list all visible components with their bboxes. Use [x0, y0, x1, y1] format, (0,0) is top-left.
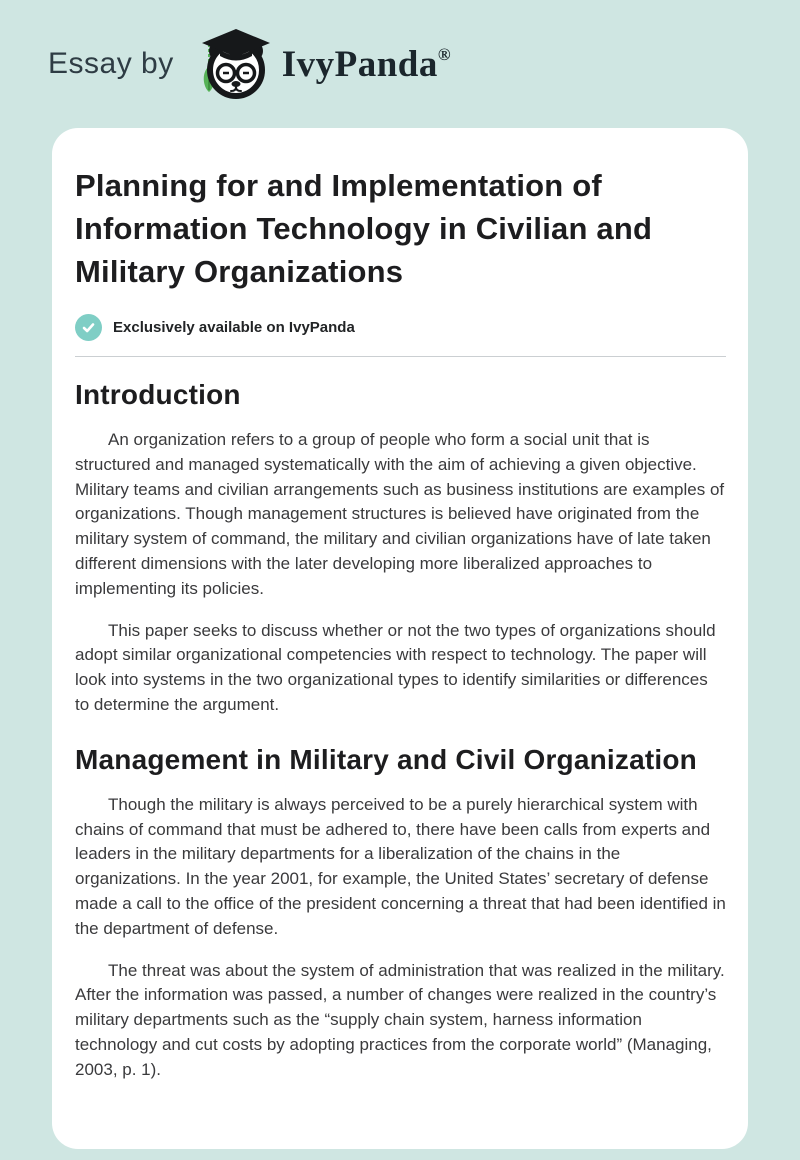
ivypanda-panda-logo-icon [196, 28, 272, 100]
paragraph: An organization refers to a group of people who form a social unit that is structured and managed systematically with the aim of achieving a given objective. Military teams and civilian arrangements such as business institutions are examples of organizations. Though management structures is believed have originated from the military system of command, the military and civilian organizations have of late taken different dimensions with the later developing more liberalized approaches to implementing its policies. [75, 430, 725, 598]
essay-card [52, 128, 748, 1149]
essay-by-label: Essay by [48, 47, 174, 80]
paragraph: The threat was about the system of administration that was realized in the military. After the information was passed, a number of changes were realized in the country’s military departments such as the “supply chain system, harness information technology and cut costs by adopting practices from the corporate world” (Managing, 2003, p. 1). [75, 960, 725, 1079]
registered-mark: ® [437, 44, 452, 64]
section-heading-introduction: Introduction [75, 379, 241, 410]
essay-title: Planning for and Implementation of Information Technology in Civilian and Military Organizations [75, 168, 653, 289]
section-management [75, 744, 726, 1083]
page-header [0, 0, 800, 128]
exclusive-badge [75, 314, 726, 341]
brand-name-text: IvyPanda [281, 43, 438, 85]
paragraph: Though the military is always perceived to be a purely hierarchical system with chains of command that must be adhered to, there have been calls from experts and leaders in the military departments for a liberalization of the chains in the organizations. In the year 2001, for example, the United States’ secretary of defense made a call to the office of the president concerning a threat that had been identified in the department of defense. [75, 794, 726, 938]
paragraph: This paper seeks to discuss whether or not the two types of organizations should adopt similar organizational competencies with respect to technology. The paper will look into systems in the two organizational types to identify similarities or differences to determine the argument. [75, 620, 716, 714]
exclusive-badge-label: Exclusively available on IvyPanda [113, 319, 355, 336]
check-icon [75, 314, 102, 341]
section-heading-management: Management in Military and Civil Organization [75, 743, 697, 775]
section-introduction [75, 379, 726, 718]
divider [75, 356, 726, 357]
brand-name [282, 43, 451, 86]
